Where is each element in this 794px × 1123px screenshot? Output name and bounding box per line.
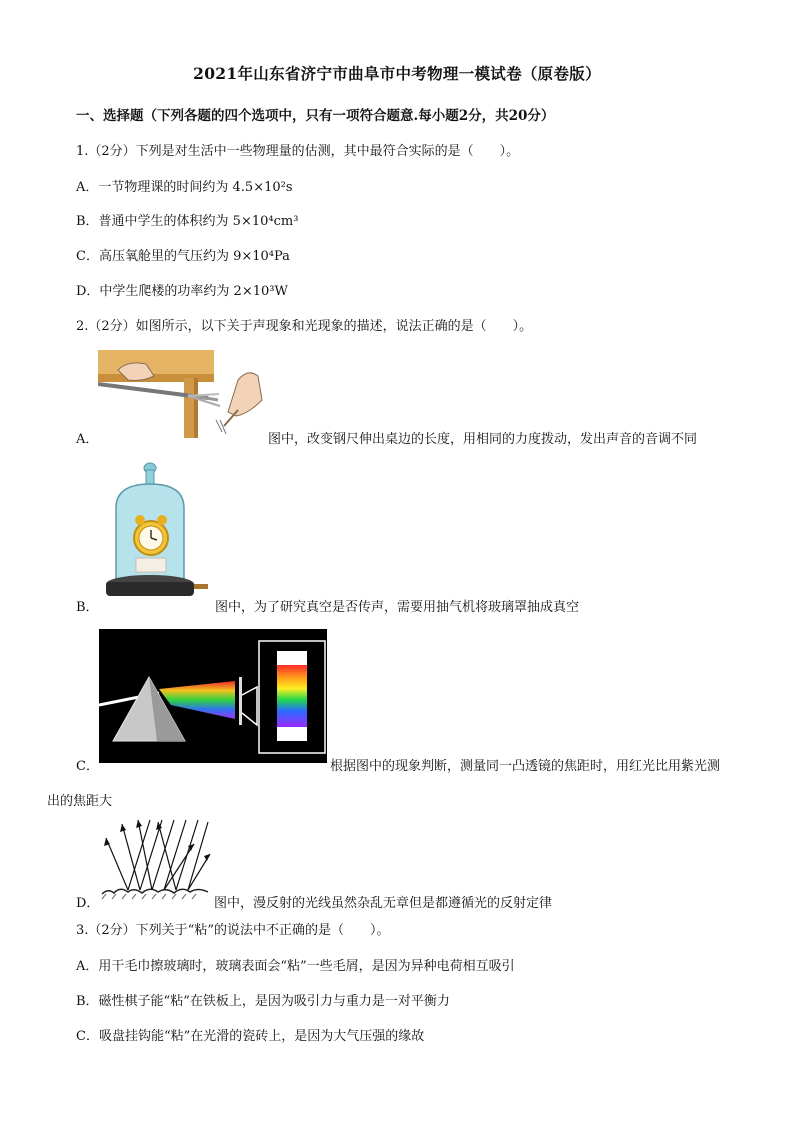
q2-option-d-text: 图中，漫反射的光线虽然杂乱无章但是都遵循光的反射定律 (214, 896, 553, 911)
q2-option-d-label: D． (76, 896, 100, 911)
page-title: 2021年山东省济宁市曲阜市中考物理一模试卷（原卷版） (193, 64, 601, 83)
q3-stem: 3.（2分）下列关于“粘”的说法中不正确的是（ ）。 (76, 923, 390, 938)
q2-option-c-text-2: 出的焦距大 (47, 794, 113, 809)
q2-stem: 2.（2分）如图所示，以下关于声现象和光现象的描述，说法正确的是（ ）。 (76, 319, 533, 334)
q1-stem: 1.（2分）下列是对生活中一些物理量的估测，其中最符合实际的是（ ）。 (76, 144, 520, 159)
q2-option-a-text: 图中，改变钢尺伸出桌边的长度，用相同的力度拨动，发出声音的音调不同 (268, 432, 698, 447)
q2-option-b-text: 图中，为了研究真空是否传声，需要用抽气机将玻璃罩抽成真空 (215, 600, 580, 615)
q2-option-a-label: A． (76, 432, 99, 447)
q1-option-d: D．中学生爬楼的功率约为 2×10³W (76, 284, 288, 299)
q3-option-a: A．用干毛巾擦玻璃时，玻璃表面会“粘”一些毛屑，是因为异种电荷相互吸引 (76, 959, 515, 974)
ruler-table-figure (98, 350, 266, 442)
q2-option-b-label: B． (76, 600, 99, 615)
q2-option-c-text-1: 根据图中的现象判断，测量同一凸透镜的焦距时，用红光比用紫光测 (330, 759, 721, 774)
q3-option-b: B．磁性棋子能“粘”在铁板上，是因为吸引力与重力是一对平衡力 (76, 994, 450, 1009)
q1-option-a: A．一节物理课的时间约为 4.5×10²s (76, 180, 293, 195)
q2-option-c-label: C． (76, 759, 99, 774)
diffuse-reflection-figure (98, 814, 212, 900)
prism-figure (99, 629, 327, 763)
q1-option-c: C．高压氧舱里的气压约为 9×10⁴Pa (76, 249, 290, 264)
q3-option-c: C．吸盘挂钩能“粘”在光滑的瓷砖上，是因为大气压强的缘故 (76, 1029, 425, 1044)
section-title: 一、选择题（下列各题的四个选项中，只有一项符合题意.每小题2分，共20分） (76, 108, 555, 124)
q1-option-b: B．普通中学生的体积约为 5×10⁴cm³ (76, 214, 299, 229)
bell-jar-figure (100, 462, 212, 604)
